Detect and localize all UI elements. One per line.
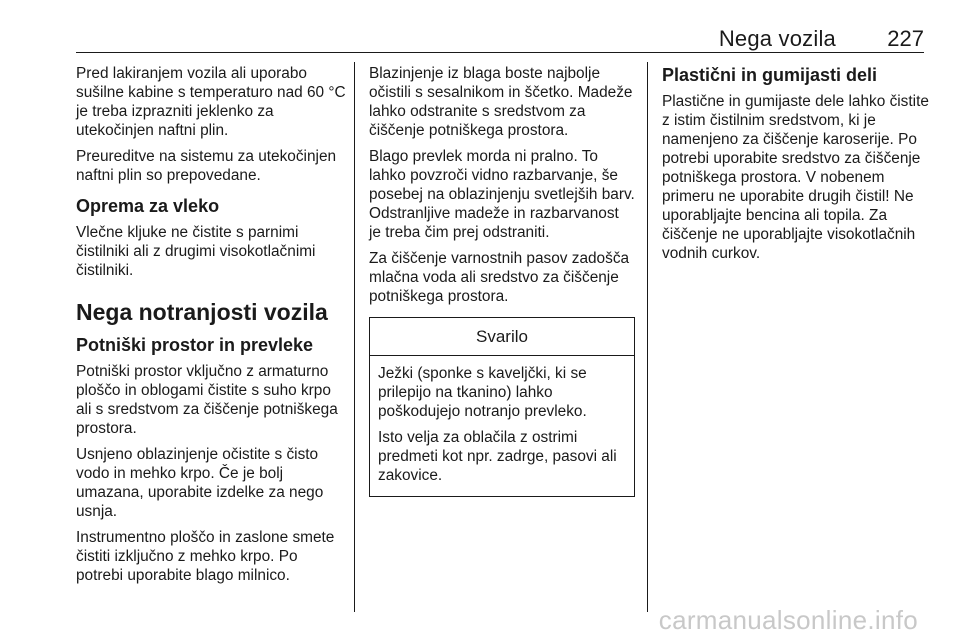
column-2 bbox=[369, 64, 635, 497]
page-number: 227 bbox=[887, 26, 924, 51]
watermark: carmanualsonline.info bbox=[658, 605, 918, 635]
page-header bbox=[76, 22, 924, 53]
paragraph-interior-cleaning: Potniški prostor vključno z armaturno ploščo in oblogami čistite s suho krpo ali s sredstvom za čiščenje potniškega prostora. bbox=[76, 363, 338, 437]
warning-paragraph-velcro: Ježki (sponke s kaveljčki, ki se prilepijo na tkanino) lahko poškodujejo notranjo prevleko. bbox=[378, 365, 587, 420]
warning-body bbox=[370, 356, 634, 496]
paragraph-plastic-rubber-cleaning: Plastične in gumijaste dele lahko čistite z istim čistilnim sredstvom, ki je namenjeno za čiščenje karoserije. Po potrebi uporabite sredstvo za čiščenje potniškega prostora. V nobenem primeru ne uporabite drugih čistil! Ne uporabljajte bencina ali topila. Za čiščenje ne uporabljajte visokotlačnih vodnih curkov. bbox=[662, 93, 929, 262]
heading-passenger-compartment: Potniški prostor in prevleke bbox=[76, 335, 314, 355]
heading-towing-equipment: Oprema za vleko bbox=[76, 196, 220, 216]
paragraph-tow-hook: Vlečne kljuke ne čistite s parnimi čistilniki ali z drugimi visokotlačnimi čistilniki. bbox=[76, 224, 316, 279]
section-title-interior-care: Nega notranjosti vozila bbox=[76, 299, 328, 325]
column-1 bbox=[76, 64, 348, 592]
page-header-title: Nega vozila bbox=[718, 26, 836, 51]
paragraph-fabric-washing: Blago prevlek morda ni pralno. To lahko povzroči vidno razbarvanje, še posebej na oblazinjenju svetlejših barv. Odstranljive madeže in razbarvanost je treba čim prej odstraniti. bbox=[369, 148, 635, 241]
column-divider-1 bbox=[354, 62, 355, 612]
column-divider-2 bbox=[647, 62, 648, 612]
paragraph-seat-belts: Za čiščenje varnostnih pasov zadošča mlačna voda ali sredstvo za čiščenje potniškega prostora. bbox=[369, 250, 630, 305]
warning-paragraph-clothing: Isto velja za oblačila z ostrimi predmeti kot npr. zadrge, pasovi ali zakovice. bbox=[378, 429, 617, 484]
warning-title: Svarilo bbox=[370, 318, 634, 356]
heading-plastic-rubber-parts: Plastični in gumijasti deli bbox=[662, 65, 878, 85]
warning-box bbox=[369, 317, 635, 497]
column-3 bbox=[662, 64, 934, 270]
paragraph-fabric-upholstery: Blazinjenje iz blaga boste najbolje očistili s sesalnikom in ščetko. Madeže lahko odstranite s sredstvom za čiščenje potniškega prostora. bbox=[369, 65, 633, 139]
paragraph-instrument-panel: Instrumentno ploščo in zaslone smete čistiti izključno z mehko krpo. Po potrebi uporabite blago milnico. bbox=[76, 529, 335, 584]
paragraph-leather: Usnjeno oblazinjenje očistite s čisto vodo in mehko krpo. Če je bolj umazana, uporabite izdelke za nego usnja. bbox=[76, 446, 324, 520]
paragraph-lpg-modifications: Preureditve na sistemu za utekočinjen naftni plin so prepovedane. bbox=[76, 148, 337, 184]
paragraph-lpg-painting: Pred lakiranjem vozila ali uporabo sušilne kabine s temperaturo nad 60 °C je treba izprazniti jeklenko za utekočinjen naftni plin. bbox=[76, 65, 346, 139]
